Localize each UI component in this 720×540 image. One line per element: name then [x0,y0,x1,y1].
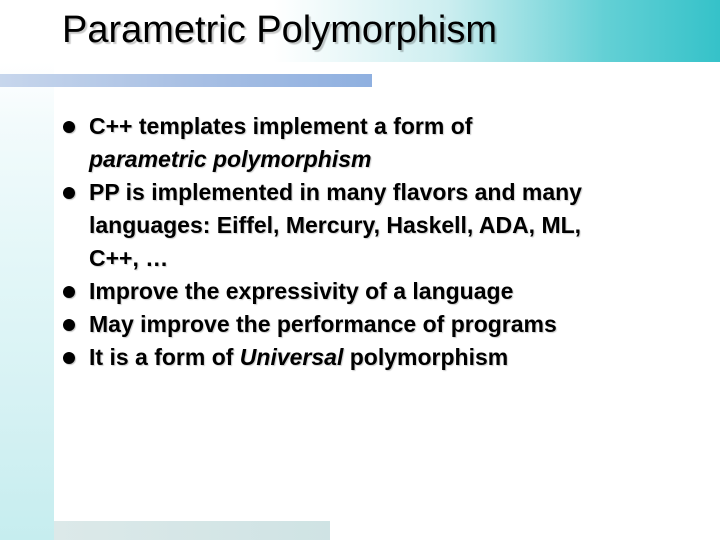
title-underline-bar [0,74,372,87]
bullet-text-line: May improve the performance of programs [89,311,557,337]
bullet-dot-icon [63,352,75,364]
bullet-dot-icon [63,121,75,133]
bullet-text-line: languages: Eiffel, Mercury, Haskell, ADA, ML, [89,212,582,238]
bullet-dot-icon [63,319,75,331]
bullet-text-line: PP is implemented in many flavors and many [89,179,582,205]
bullet-text-line: Improve the expressivity of a language [89,278,514,304]
bullet-text-emphasis: Universal [239,344,344,370]
bullet-item-templates [0,110,720,176]
bullet-text-line-emphasis: parametric polymorphism [89,146,372,172]
bullet-item-languages [0,176,720,275]
bullet-item-universal [0,341,720,374]
bullet-item-performance [0,308,720,341]
bullet-dot-icon [63,286,75,298]
bottom-accent-bar [54,521,330,540]
slide-title: Parametric Polymorphism [62,9,497,51]
bullet-text-segment: polymorphism [343,344,509,370]
bullet-list [0,110,720,374]
bullet-item-expressivity [0,275,720,308]
bullet-dot-icon [63,187,75,199]
bullet-text-segment: It is a form of [89,344,240,370]
bullet-text-line: C++, … [89,245,169,271]
bullet-text-line: C++ templates implement a form of [89,113,473,139]
bullet-text-line [89,341,720,374]
